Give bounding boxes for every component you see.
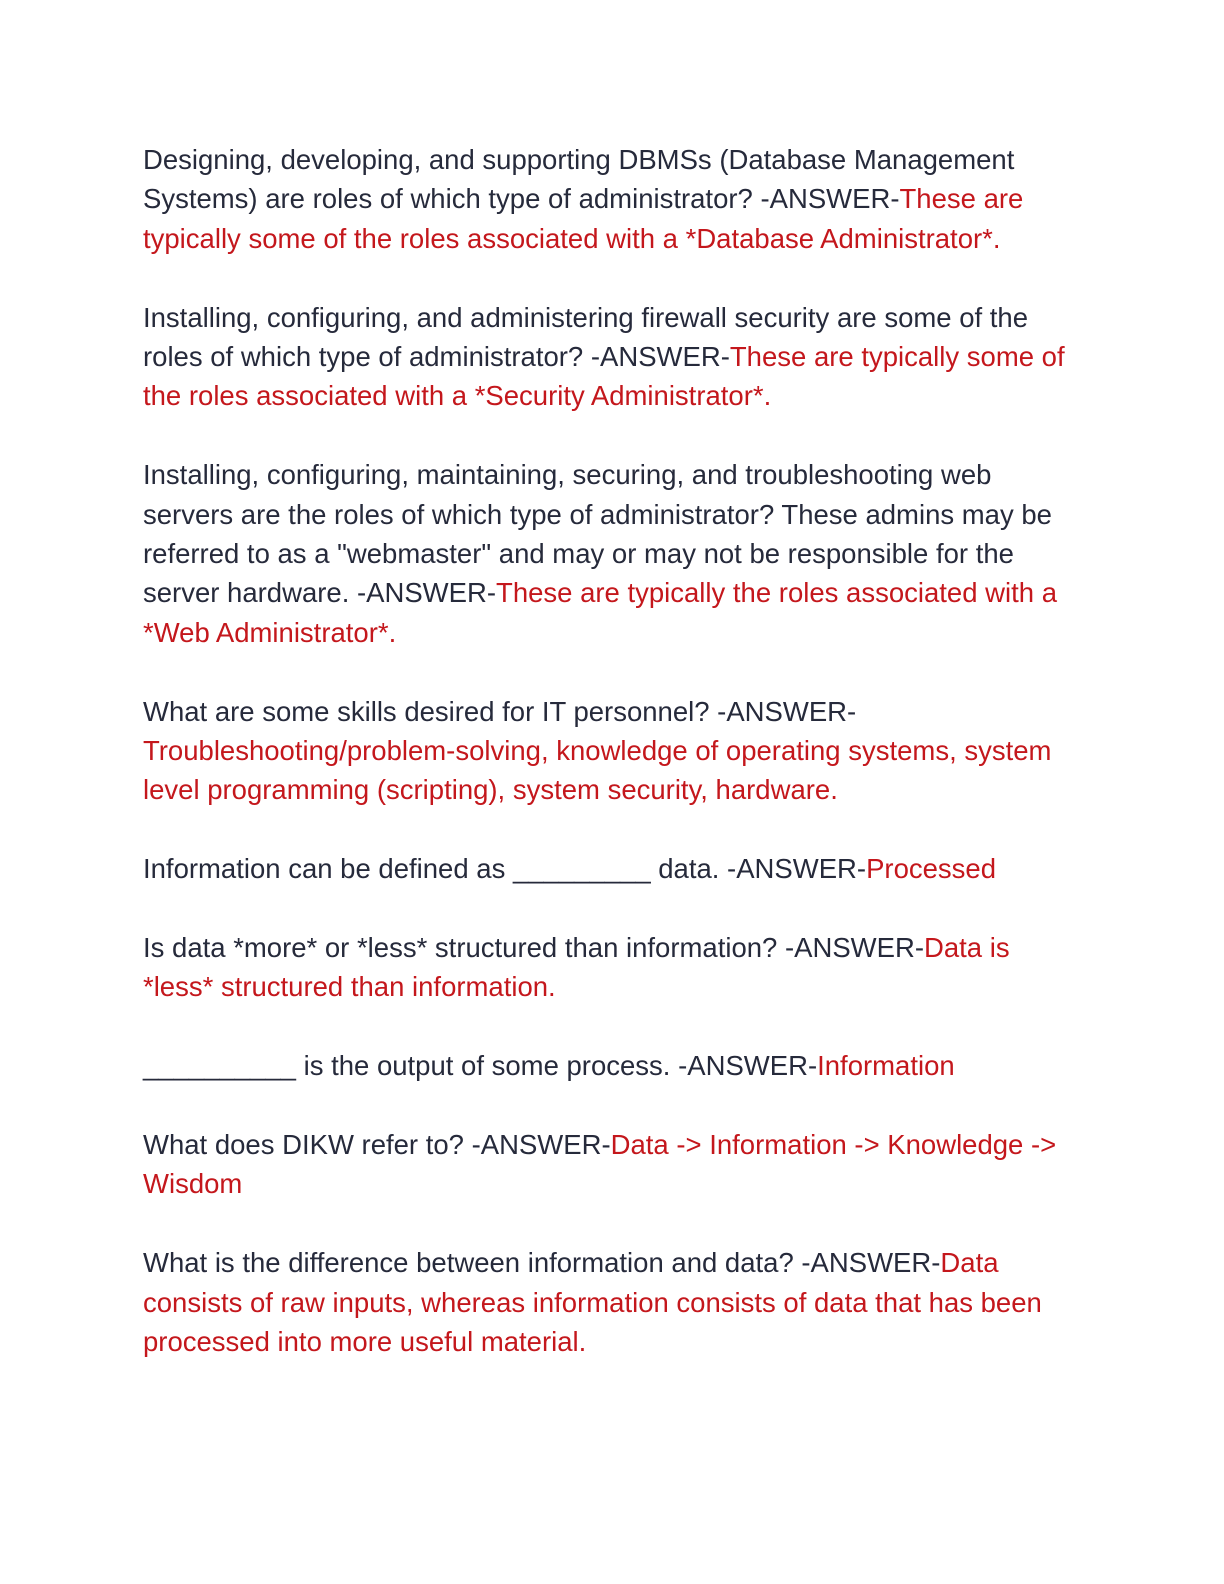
qa-item-6 (143, 928, 1083, 1007)
answer-marker: ANSWER- (810, 1247, 941, 1279)
answer-text: These are typically some of the roles associated with a *Security Administrator*. (143, 341, 1065, 412)
qa-item-8 (143, 1125, 1083, 1204)
answer-marker: ANSWER- (726, 695, 857, 727)
qa-item-3 (143, 455, 1083, 652)
qa-item-9 (143, 1243, 1083, 1361)
answer-text: Data is *less* structured than information. (143, 932, 1010, 1003)
answer-marker: ANSWER- (794, 932, 925, 964)
question-text: Designing, developing, and supporting DBMSs (Database Management Systems) are roles of which type of administrator? - (143, 144, 1015, 215)
question-text: Information can be defined as _________ data. - (143, 853, 737, 885)
question-text: __________ is the output of some process. - (143, 1050, 688, 1082)
qa-item-5 (143, 849, 1083, 888)
answer-marker: ANSWER- (687, 1050, 818, 1082)
question-text: Installing, configuring, and administering firewall security are some of the roles of which type of administrator? - (143, 301, 1029, 373)
question-text: What is the difference between information and data? - (143, 1247, 811, 1279)
qa-item-4 (143, 692, 1083, 810)
answer-marker: ANSWER- (769, 183, 900, 215)
question-text: What are some skills desired for IT personnel? - (143, 695, 727, 727)
answer-text: Data consists of raw inputs, whereas information consists of data that has been processed into more useful material. (143, 1247, 1042, 1358)
answer-marker: ANSWER- (366, 577, 497, 609)
answer-marker: ANSWER- (480, 1129, 611, 1161)
answer-text: Data -> Information -> Knowledge -> Wisdom (143, 1129, 1057, 1200)
answer-marker: ANSWER- (600, 341, 730, 373)
question-text: Installing, configuring, maintaining, securing, and troubleshooting web servers are the roles of which type of administrator? These admins may be referred to as a "webmaster" and may or may not be responsible for the server hardware. - (143, 459, 1052, 609)
qa-list (143, 140, 1083, 1401)
qa-item-2 (143, 298, 1083, 416)
question-text: What does DIKW refer to? - (143, 1129, 481, 1161)
answer-text: These are typically the roles associated with a *Web Administrator*. (143, 577, 1057, 648)
answer-text: These are typically some of the roles associated with a *Database Administrator*. (143, 183, 1024, 254)
answer-marker: ANSWER- (736, 853, 867, 885)
qa-item-7 (143, 1046, 1083, 1085)
answer-text: Troubleshooting/problem-solving, knowledge of operating systems, system level programming (scripting), system security, hardware. (143, 735, 1052, 806)
answer-text: Information (817, 1050, 955, 1082)
question-text: Is data *more* or *less* structured than information? - (143, 932, 795, 964)
answer-text: Processed (866, 853, 997, 885)
qa-item-1 (143, 140, 1083, 258)
